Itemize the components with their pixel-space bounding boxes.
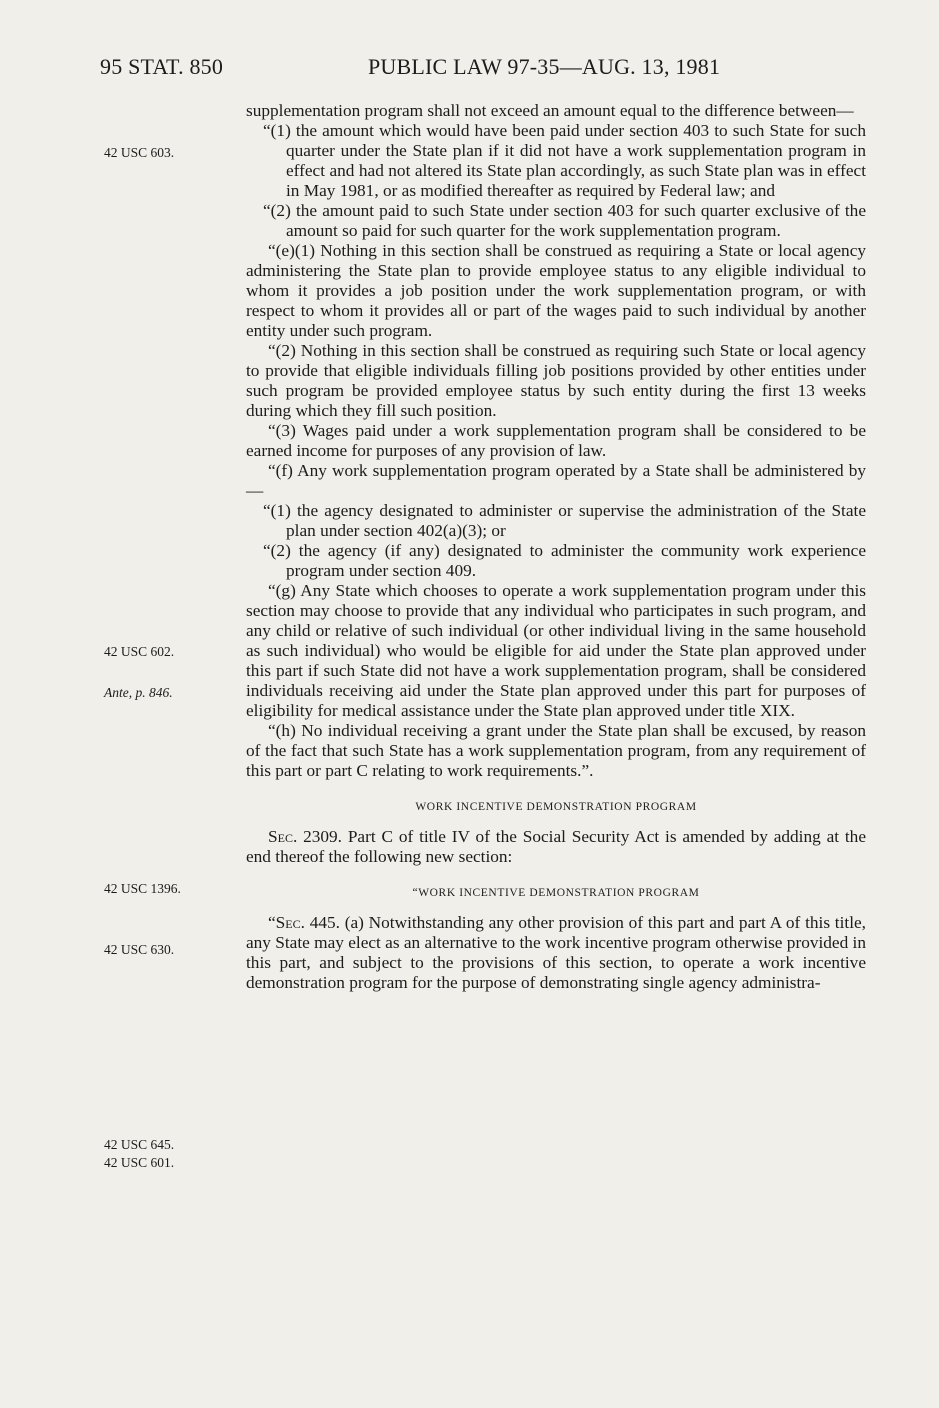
paragraph: “(e)(1) Nothing in this section shall be construed as requiring a State or local agency administering the State plan to provide employee status to any eligible individual to whom it provides a job position under the work supplementation program, or with respect to whom it provides all or part of the wages paid to such individual by another entity under such program. xyxy=(246,241,866,340)
paragraph: supplementation program shall not exceed an amount equal to the difference between— xyxy=(246,101,854,120)
paragraph: “(2) the amount paid to such State under section 403 for such quarter exclusive of the amount so paid for such quarter for the work supplementation program. xyxy=(263,201,866,240)
paragraph: “(2) the agency (if any) designated to administer the community work experience program under section 409. xyxy=(263,541,866,580)
paragraph: “(g) Any State which chooses to operate a work supplementation program under this section may choose to provide that any individual who participates in such program, and any child or relative of such individual (or other individual living in the same household as such individual) who would be eligible for aid under the State plan approved under this part if such State did not have a work supplementation program, shall be considered individuals receiving aid under the State plan approved under this part for purposes of eligibility for medical assistance under the State plan approved under title XIX. xyxy=(246,581,866,720)
paragraph xyxy=(246,827,866,867)
paragraph: “(1) the agency designated to administer or supervise the administration of the State plan under section 402(a)(3); or xyxy=(263,501,866,540)
paragraph: “(f) Any work supplementation program operated by a State shall be administered by— xyxy=(246,461,866,500)
paragraph xyxy=(246,913,866,993)
section-heading: WORK INCENTIVE DEMONSTRATION PROGRAM xyxy=(415,801,697,813)
statute-page-number: 95 STAT. 850 xyxy=(100,54,224,79)
running-title: PUBLIC LAW 97-35—AUG. 13, 1981 xyxy=(368,54,721,79)
margin-note-42-usc-630: 42 USC 630. xyxy=(104,942,175,957)
paragraph: “(3) Wages paid under a work supplementation program shall be considered to be earned income for purposes of any provision of law. xyxy=(246,421,866,460)
section-heading: “WORK INCENTIVE DEMONSTRATION PROGRAM xyxy=(412,887,700,899)
body-text xyxy=(246,101,866,993)
paragraph-text: (a) Notwithstanding any other provision of this part and part A of this title, any State may elect as an alternative to the work incentive program otherwise provided in this part, and subject to the provisions of this section, to operate a work incentive demonstration program for the purpose of demonstrating single agency administra- xyxy=(246,913,867,992)
margin-note-42-usc-603: 42 USC 603. xyxy=(104,145,175,160)
margin-note-ante-p-846: Ante, p. 846. xyxy=(104,685,173,700)
paragraph: “(2) Nothing in this section shall be construed as requiring such State or local agency to provide that eligible individuals filling job positions provided by other entities under such program be provided employee status by such entity during the first 13 weeks during which they fill such position. xyxy=(246,341,866,420)
margin-note-42-usc-645: 42 USC 645. xyxy=(104,1137,175,1152)
margin-note-42-usc-601: 42 USC 601. xyxy=(104,1155,175,1170)
paragraph: “(h) No individual receiving a grant under the State plan shall be excused, by reason of the fact that such State has a work supplementation program, from any requirement of this part or part C relating to work requirements.”. xyxy=(246,721,866,780)
margin-note-42-usc-1396: 42 USC 1396. xyxy=(104,881,181,896)
section-label: “Sec. 445. xyxy=(268,913,340,932)
section-label: Sec. 2309. xyxy=(268,827,342,846)
paragraph: “(1) the amount which would have been paid under section 403 to such State for such quarter under the State plan if it did not have a work supplementation program in effect and had not altered its State plan accordingly, as such State plan was in effect in May 1981, or as modified thereafter as required by Federal law; and xyxy=(263,121,866,200)
margin-note-42-usc-602: 42 USC 602. xyxy=(104,644,175,659)
paragraph-text: Part C of title IV of the Social Security Act is amended by adding at the end thereof the following new section: xyxy=(246,827,866,866)
